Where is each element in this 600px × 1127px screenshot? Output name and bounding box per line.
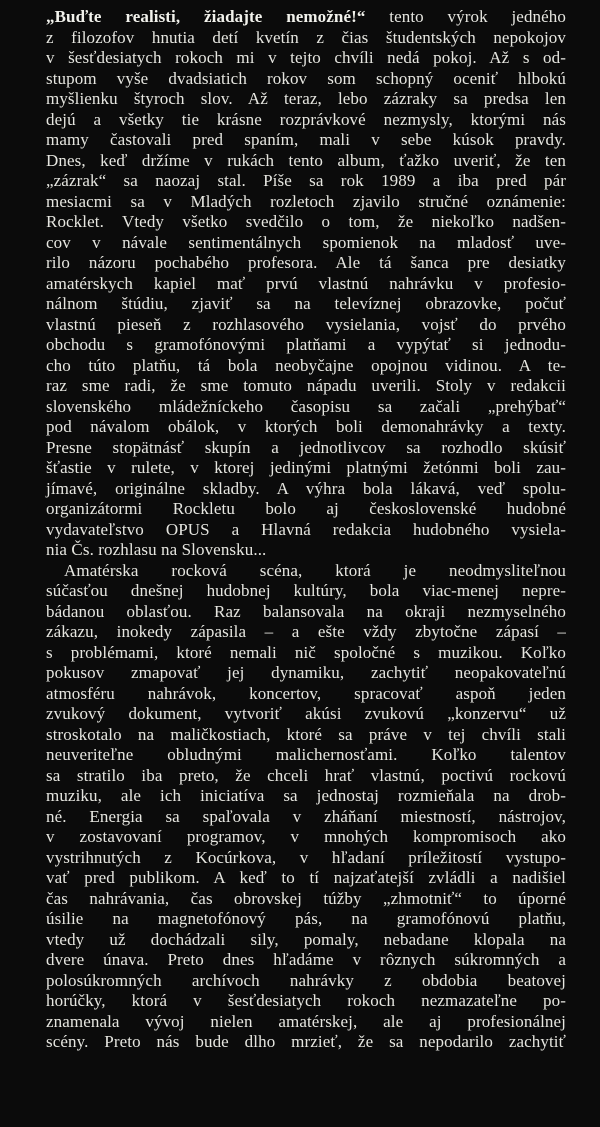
text-line: sa stratilo iba preto, že chceli hrať vlastnú, poctivú rockovú [46, 765, 566, 785]
text-line: vať pred publikom. A keď to tí najzaťatejší zvládli a nadišiel [46, 868, 566, 887]
text-line: vystrihnutých z Kocúrkova, v hľadaní príležitostí vystupo- [46, 847, 566, 867]
text-line: neuveriteľne obludnými malichernosťami. Koľko talentov [46, 745, 566, 764]
text-line: Rocklet. Vtedy všetko svedčilo o tom, že niekoľko nadšen- [46, 212, 566, 231]
text-line: mesiacmi sa v Mladých rozletoch zjavilo stručné oznámenie: [46, 191, 566, 211]
text-line: muziku, ale ich iniciatíva sa jednostaj rozmieňala na drob- [46, 786, 566, 805]
text-line: cho túto platňu, tá bola neobyčajne opojnou vidinou. A te- [46, 355, 566, 375]
text-line: vtedy už dochádzali sily, pomaly, nebadane klopala na [46, 929, 566, 949]
text-line: amatérskych kapiel mať prvú vlastnú nahrávku v profesio- [46, 273, 566, 293]
text-line: súčasťou dnešnej hudobnej kultúry, bola viac-menej nepre- [46, 581, 566, 600]
text-line: Amatérska rocková scéna, ktorá je neodmysliteľnou [64, 560, 566, 580]
text-line: zvukový dokument, vytvoriť akúsi zvukovú „konzervu“ už [46, 704, 566, 723]
paragraph-1 [46, 7, 566, 561]
text-line: polosúkromných archívoch nahrávky z obdobia beatovej [46, 970, 566, 990]
text-line: s problémami, ktoré nemali nič spoločné s muzikou. Koľko [46, 642, 566, 662]
text-line: Presne stopätnásť skupín a jednotlivcov sa rozhodlo skúsiť [46, 437, 566, 457]
text-line: jímavé, originálne skladby. A výhra bola lákavá, veď spolu- [46, 478, 566, 498]
text-line-rest: tento výrok jedného [365, 7, 566, 26]
paragraph-2 [46, 561, 566, 1053]
text-line: pokusov zmapovať jej dynamiku, zachytiť neopakovateľnú [46, 663, 566, 682]
text-line: slovenského mládežníckeho časopisu sa začali „prehýbať“ [46, 396, 566, 416]
lead-quote: „Buďte realisti, žiadajte nemožné!“ [46, 7, 366, 26]
text-line: horúčky, ktorá v šesťdesiatych rokoch nezmazateľne po- [46, 991, 566, 1010]
text-line: „zázrak“ sa naozaj stal. Píše sa rok 1989 a iba pred pár [46, 171, 566, 190]
text-line: úsilie na magnetofónový pás, na gramofónovú platňu, [46, 909, 566, 928]
text-line: v šesťdesiatych rokoch mi v tejto chvíli nedá pokoj. Až s od- [46, 48, 566, 67]
text-line: scény. Preto nás bude dlho mrzieť, že sa nepodarilo zachytiť [46, 1032, 566, 1051]
text-line: dejú a všetky tie krásne rozprávkové nezmysly, ktorými nás [46, 109, 566, 129]
text-line: bádanou oblasťou. Raz balansovala na okraji nezmyselného [46, 601, 566, 621]
text-line: stupom vyše dvadsiatich rokov som schopný oceniť hlbokú [46, 68, 566, 88]
article-text [46, 7, 566, 1053]
text-line: v zostavovaní programov, v mnohých kompromisoch ako [46, 827, 566, 846]
text-line: pod návalom obálok, v ktorých boli demonahrávky a texty. [46, 417, 566, 436]
text-line: šťastie v rulete, v ktorej jedinými platnými žetónmi boli zau- [46, 458, 566, 477]
text-line: Dnes, keď držíme v rukách tento album, ťažko uveriť, že ten [46, 150, 566, 170]
text-line: čas nahrávania, čas obrovskej túžby „zhmotniť“ to úporné [46, 888, 566, 908]
text-line: dvere únava. Preto dnes hľadáme v rôznych súkromných a [46, 950, 566, 969]
text-line: myšlienku štyroch slov. Až teraz, lebo zázraky sa predsa len [46, 89, 566, 108]
text-line: atmosféru nahrávok, koncertov, spracovať aspoň jeden [46, 683, 566, 703]
text-line: zákazu, inokedy zápasila – a ešte vždy zbytočne zápasí – [46, 622, 566, 641]
text-line: znamenala vývoj nielen amatérskej, ale aj profesionálnej [46, 1011, 566, 1031]
text-line: nia Čs. rozhlasu na Slovensku... [46, 540, 267, 559]
text-line: vydavateľstvo OPUS a Hlavná redakcia hudobného vysiela- [46, 519, 566, 539]
text-line: raz sme radi, že sme tomuto nápadu uverili. Stoly v redakcii [46, 376, 566, 395]
text-line: z filozofov hnutia detí kvetín z čias študentských nepokojov [46, 27, 566, 47]
text-line: obchodu s gramofónovými platňami a vypýtať si jednodu- [46, 335, 566, 354]
text-line: nálnom štúdiu, zjaviť sa na televíznej obrazovke, počuť [46, 294, 566, 313]
text-line: rilo názoru pochabého profesora. Ale tá šanca pre desiatky [46, 253, 566, 272]
text-line [46, 7, 566, 28]
text-line: mamy častovali pred spaním, mali v sebe kúsok pravdy. [46, 130, 566, 149]
text-line: cov v návale sentimentálnych spomienok na mladosť uve- [46, 232, 566, 252]
text-line: stroskotalo na maličkostiach, ktoré sa práve v tej chvíli stali [46, 724, 566, 744]
text-line: né. Energia sa spaľovala v zháňaní miestností, nástrojov, [46, 806, 566, 826]
text-line: vlastnú pieseň z rozhlasového vysielania, vojsť do prvého [46, 314, 566, 334]
text-line: organizátormi Rockletu bolo aj československé hudobné [46, 499, 566, 518]
